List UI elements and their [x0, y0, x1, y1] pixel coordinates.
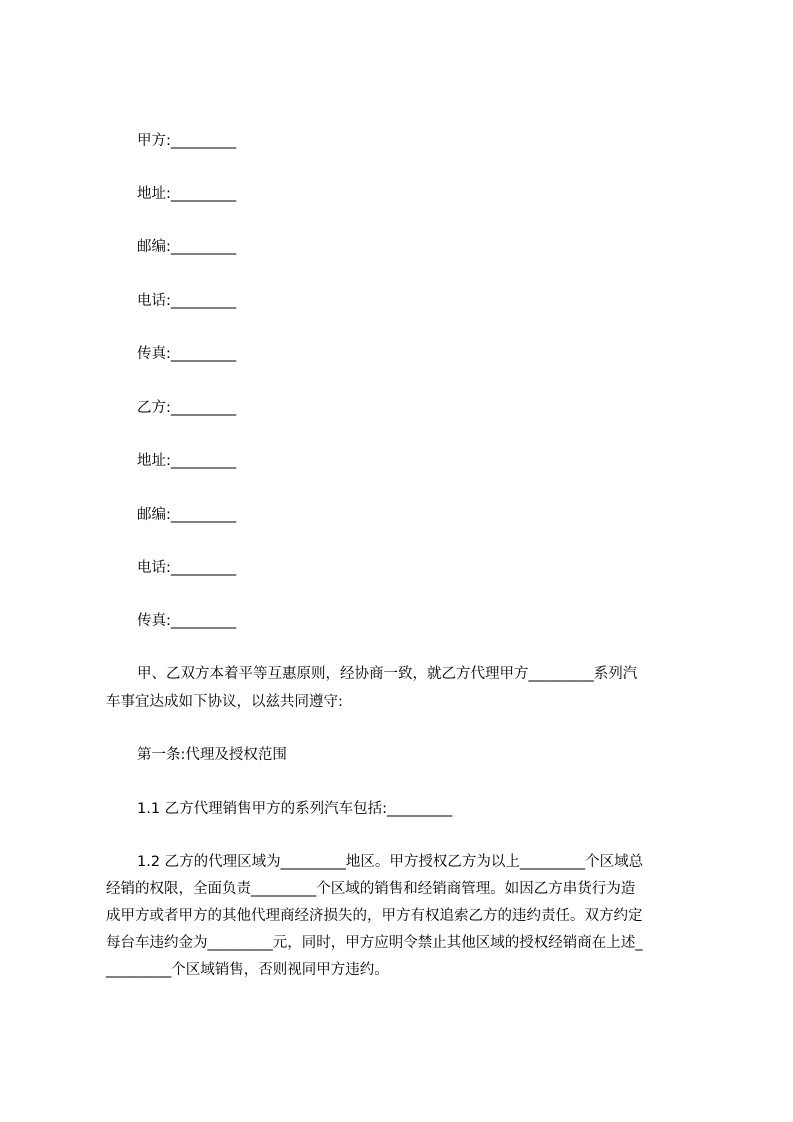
clause-1-2-line-2: 经销的权限，全面负责_________个区域的销售和经销商管理。如因乙方串货行为造: [106, 881, 636, 897]
party-a-fax: 传真:_________: [137, 346, 237, 362]
preamble-line-1: 甲、乙双方本着平等互惠原则，经协商一致，就乙方代理甲方_________系列汽: [137, 666, 638, 682]
clause-1-2-line-3: 成甲方或者甲方的其他代理商经济损失的，甲方有权追索乙方的违约责任。双方约定: [106, 908, 643, 924]
party-a-postcode: 邮编:_________: [137, 239, 237, 255]
preamble-line-2: 车事宜达成如下协议，以兹共同遵守:: [106, 694, 343, 710]
clause-1-2-line-1: 1.2 乙方的代理区域为_________地区。甲方授权乙方为以上_________个区域总: [137, 854, 644, 870]
party-a-name: 甲方:_________: [137, 133, 237, 149]
party-b-phone: 电话:_________: [137, 560, 237, 576]
party-a-phone: 电话:_________: [137, 293, 237, 309]
article-1-title: 第一条:代理及授权范围: [137, 747, 287, 763]
party-b-name: 乙方:_________: [137, 400, 237, 416]
clause-1-2-line-5: _________个区域销售，否则视同甲方违约。: [106, 962, 389, 978]
party-b-address: 地址:_________: [137, 453, 237, 469]
clause-1-1: 1.1 乙方代理销售甲方的系列汽车包括:_________: [137, 801, 453, 817]
party-b-fax: 传真:_________: [137, 613, 237, 629]
party-b-postcode: 邮编:_________: [137, 507, 237, 523]
clause-1-2-line-4: 每台车违约金为_________元，同时，甲方应明令禁止其他区域的授权经销商在上述_: [106, 935, 643, 951]
party-a-address: 地址:_________: [137, 186, 237, 202]
